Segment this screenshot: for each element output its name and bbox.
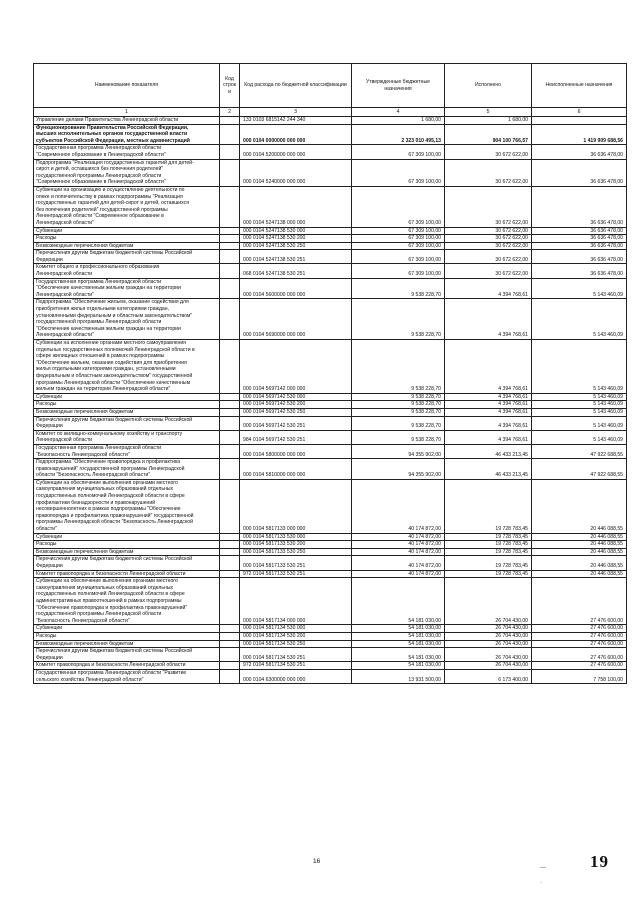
row-unexecuted-cell: 27 476 600,00 xyxy=(532,648,627,662)
row-executed-cell: 4 394 768,61 xyxy=(445,401,532,409)
table-row xyxy=(34,227,627,235)
row-approved-cell: 40 174 872,00 xyxy=(352,556,445,570)
table-row xyxy=(34,578,627,625)
row-approved-cell: 94 355 902,00 xyxy=(352,459,445,480)
row-unexecuted-cell: 27 476 600,00 xyxy=(532,662,627,670)
row-budget-code-cell: 000 0104 6300000 000 000 xyxy=(240,669,352,683)
table-row xyxy=(34,401,627,409)
row-budget-code-cell: 000 0104 5817133 530 200 xyxy=(240,541,352,549)
row-budget-code-cell: 000 0104 5690000 000 000 xyxy=(240,299,352,340)
row-executed-cell: 1 680,00 xyxy=(445,117,532,125)
row-executed-cell: 30 672 622,00 xyxy=(445,250,532,264)
table-row xyxy=(34,278,627,299)
row-executed-cell: 30 672 622,00 xyxy=(445,186,532,227)
table-header-row xyxy=(34,64,627,108)
row-executed-cell: 30 672 622,00 xyxy=(445,235,532,243)
row-name-cell: Комитет общего и профессионального образования Ленинградской области xyxy=(34,264,220,278)
table-row xyxy=(34,570,627,578)
row-budget-code-cell: 000 0104 5240000 000 000 xyxy=(240,159,352,186)
row-unexecuted-cell: 47 922 688,55 xyxy=(532,444,627,458)
table-row xyxy=(34,556,627,570)
row-line-code-cell xyxy=(220,250,240,264)
row-line-code-cell xyxy=(220,640,240,648)
row-unexecuted-cell: 20 446 088,55 xyxy=(532,548,627,556)
row-budget-code-cell: 972 0104 5817134 530 251 xyxy=(240,662,352,670)
row-name-cell: Государственная программа Ленинградской области "Развитие сельского хозяйства Ленинградской области" xyxy=(34,669,220,683)
row-line-code-cell xyxy=(220,459,240,480)
table-body xyxy=(34,117,627,684)
row-name-cell: Перечисления другим бюджетам бюджетной системы Российской Федерации xyxy=(34,556,220,570)
row-unexecuted-cell: 20 446 088,55 xyxy=(532,541,627,549)
row-budget-code-cell: 000 0104 5817133 530 251 xyxy=(240,556,352,570)
row-unexecuted-cell: 27 476 600,00 xyxy=(532,640,627,648)
scan-mark: — xyxy=(540,865,546,871)
table-row xyxy=(34,393,627,401)
row-line-code-cell xyxy=(220,340,240,394)
row-line-code-cell xyxy=(220,648,240,662)
row-name-cell: Субвенции на организацию и осуществление деятельности по опеке и попечительству в рамках подпрограммы "Реализация государственных гарантий для детей-сирот и детей, оставшихся без попечения родителей" государственной программы Ленинградской области "Современное образование в Ленинградской области" xyxy=(34,186,220,227)
row-approved-cell: 9 538 228,70 xyxy=(352,408,445,416)
row-line-code-cell xyxy=(220,124,240,145)
row-approved-cell: 67 309 100,00 xyxy=(352,227,445,235)
row-name-cell: Субвенции на обеспечение выполнения органами местного самоуправления муниципальных образований отдельных государственных полномочий Ленинградской области в сфере административных правоотношений в рамках подпрограммы "Обеспечение правопорядка и профилактика правонарушений" государственной программы Ленинградской области "Безопасность Ленинградской области" xyxy=(34,578,220,625)
header-unexecuted: Неисполненные назначения xyxy=(532,64,627,108)
column-number: 1 xyxy=(34,108,220,117)
row-name-cell: Расходы xyxy=(34,632,220,640)
row-line-code-cell xyxy=(220,117,240,125)
row-unexecuted-cell: 27 476 600,00 xyxy=(532,578,627,625)
table-row xyxy=(34,662,627,670)
table-row xyxy=(34,299,627,340)
table-row xyxy=(34,533,627,541)
row-line-code-cell xyxy=(220,625,240,633)
row-executed-cell: 4 394 768,61 xyxy=(445,416,532,430)
row-approved-cell: 67 309 100,00 xyxy=(352,235,445,243)
row-line-code-cell xyxy=(220,548,240,556)
row-approved-cell: 40 174 872,00 xyxy=(352,570,445,578)
row-unexecuted-cell: 20 446 088,55 xyxy=(532,533,627,541)
row-budget-code-cell: 000 0104 5817134 530 251 xyxy=(240,648,352,662)
row-line-code-cell xyxy=(220,632,240,640)
row-approved-cell: 54 181 030,00 xyxy=(352,625,445,633)
row-budget-code-cell: 000 0104 5697142 530 000 xyxy=(240,393,352,401)
row-budget-code-cell: 000 0104 5817134 000 000 xyxy=(240,578,352,625)
row-budget-code-cell: 000 0104 5697142 530 250 xyxy=(240,408,352,416)
row-budget-code-cell: 000 0104 5817133 530 000 xyxy=(240,533,352,541)
column-number: 6 xyxy=(532,108,627,117)
row-unexecuted-cell xyxy=(532,117,627,125)
row-name-cell: Безвозмездные перечисления бюджетам xyxy=(34,640,220,648)
row-name-cell: Государственная программа Ленинградской области "Современное образование в Ленинградской области" xyxy=(34,145,220,159)
row-name-cell: Комитет правопорядка и безопасности Ленинградской области xyxy=(34,662,220,670)
row-name-cell: Субвенции xyxy=(34,625,220,633)
row-unexecuted-cell: 5 143 460,09 xyxy=(532,393,627,401)
row-name-cell: Государственная программа Ленинградской области "Обеспечение качественным жильем граждан на территории Ленинградской области" xyxy=(34,278,220,299)
row-name-cell: Государственная программа Ленинградской области "Безопасность Ленинградской области" xyxy=(34,444,220,458)
row-line-code-cell xyxy=(220,242,240,250)
row-line-code-cell xyxy=(220,669,240,683)
row-approved-cell: 9 538 228,70 xyxy=(352,340,445,394)
table-row xyxy=(34,459,627,480)
row-approved-cell: 9 538 228,70 xyxy=(352,401,445,409)
row-line-code-cell xyxy=(220,264,240,278)
row-line-code-cell xyxy=(220,533,240,541)
row-budget-code-cell: 000 0104 5247138 530 250 xyxy=(240,242,352,250)
row-unexecuted-cell: 36 636 478,00 xyxy=(532,235,627,243)
row-executed-cell: 19 728 783,45 xyxy=(445,570,532,578)
row-executed-cell: 26 704 430,00 xyxy=(445,625,532,633)
table-row xyxy=(34,124,627,145)
row-budget-code-cell: 000 0104 5697142 000 000 xyxy=(240,340,352,394)
row-executed-cell: 30 672 622,00 xyxy=(445,264,532,278)
row-budget-code-cell: 000 0104 5200000 000 000 xyxy=(240,145,352,159)
row-budget-code-cell: 000 0104 5810000 000 000 xyxy=(240,459,352,480)
row-unexecuted-cell: 20 446 088,55 xyxy=(532,556,627,570)
row-budget-code-cell: 000 0104 5600000 000 000 xyxy=(240,278,352,299)
row-budget-code-cell: 000 0104 5247138 530 000 xyxy=(240,227,352,235)
column-number: 5 xyxy=(445,108,532,117)
row-line-code-cell xyxy=(220,416,240,430)
table-row xyxy=(34,625,627,633)
row-approved-cell: 2 323 010 495,13 xyxy=(352,124,445,145)
row-approved-cell: 1 680,00 xyxy=(352,117,445,125)
row-approved-cell: 13 931 500,00 xyxy=(352,669,445,683)
header-line-code: Код строк и xyxy=(220,64,240,108)
row-unexecuted-cell: 36 636 478,00 xyxy=(532,227,627,235)
row-executed-cell: 4 394 768,61 xyxy=(445,278,532,299)
row-name-cell: Перечисления другим бюджетам бюджетной системы Российской Федерации xyxy=(34,250,220,264)
row-line-code-cell xyxy=(220,227,240,235)
table-row xyxy=(34,479,627,533)
row-line-code-cell xyxy=(220,235,240,243)
row-approved-cell: 9 538 228,70 xyxy=(352,416,445,430)
row-executed-cell: 46 433 213,45 xyxy=(445,459,532,480)
row-approved-cell: 67 309 100,00 xyxy=(352,145,445,159)
row-executed-cell: 4 394 768,61 xyxy=(445,393,532,401)
row-approved-cell: 54 181 030,00 xyxy=(352,640,445,648)
table-row xyxy=(34,264,627,278)
budget-report-sheet xyxy=(33,63,626,684)
header-budget-code: Код расхода по бюджетной классификации xyxy=(240,64,352,108)
row-line-code-cell xyxy=(220,570,240,578)
row-approved-cell: 54 181 030,00 xyxy=(352,632,445,640)
row-name-cell: Подпрограмма "Обеспечение правопорядка и профилактика правонарушений" государственной программы Ленинградской области "Безопасность Ленинградской области" xyxy=(34,459,220,480)
row-name-cell: Расходы xyxy=(34,401,220,409)
row-unexecuted-cell: 5 143 460,09 xyxy=(532,340,627,394)
row-unexecuted-cell: 5 143 460,09 xyxy=(532,401,627,409)
row-name-cell: Перечисления другим бюджетам бюджетной системы Российской Федерации xyxy=(34,648,220,662)
table-row xyxy=(34,408,627,416)
table-row xyxy=(34,548,627,556)
table-row xyxy=(34,235,627,243)
row-approved-cell: 94 355 902,00 xyxy=(352,444,445,458)
row-approved-cell: 9 538 228,70 xyxy=(352,278,445,299)
header-approved: Утвержденные бюджетные назначения xyxy=(352,64,445,108)
row-name-cell: Перечисления другим бюджетам бюджетной системы Российской Федерации xyxy=(34,416,220,430)
row-unexecuted-cell: 27 476 600,00 xyxy=(532,625,627,633)
row-executed-cell: 19 728 783,45 xyxy=(445,479,532,533)
row-budget-code-cell: 068 0104 5247138 530 251 xyxy=(240,264,352,278)
row-line-code-cell xyxy=(220,541,240,549)
table-row xyxy=(34,250,627,264)
row-name-cell: Управление делами Правительства Ленинградской области xyxy=(34,117,220,125)
row-name-cell: Расходы xyxy=(34,541,220,549)
row-unexecuted-cell: 20 446 088,55 xyxy=(532,570,627,578)
row-line-code-cell xyxy=(220,430,240,444)
row-executed-cell: 26 704 430,00 xyxy=(445,578,532,625)
table-row xyxy=(34,632,627,640)
row-line-code-cell xyxy=(220,278,240,299)
row-budget-code-cell: 000 0104 5800000 000 000 xyxy=(240,444,352,458)
row-line-code-cell xyxy=(220,186,240,227)
row-executed-cell: 19 728 783,45 xyxy=(445,533,532,541)
row-name-cell: Безвозмездные перечисления бюджетам xyxy=(34,242,220,250)
row-unexecuted-cell: 5 143 460,09 xyxy=(532,416,627,430)
row-executed-cell: 26 704 430,00 xyxy=(445,632,532,640)
row-budget-code-cell: 000 0104 5817133 000 000 xyxy=(240,479,352,533)
row-budget-code-cell: 000 0104 5817134 530 200 xyxy=(240,632,352,640)
table-row xyxy=(34,669,627,683)
row-approved-cell: 67 309 100,00 xyxy=(352,250,445,264)
row-unexecuted-cell: 36 636 478,00 xyxy=(532,250,627,264)
row-unexecuted-cell: 27 476 600,00 xyxy=(532,632,627,640)
column-number: 3 xyxy=(240,108,352,117)
row-unexecuted-cell: 36 636 478,00 xyxy=(532,242,627,250)
row-line-code-cell xyxy=(220,401,240,409)
row-executed-cell: 4 394 768,61 xyxy=(445,408,532,416)
row-approved-cell: 40 174 872,00 xyxy=(352,548,445,556)
row-budget-code-cell: 000 0104 5817134 530 250 xyxy=(240,640,352,648)
row-approved-cell: 67 309 100,00 xyxy=(352,159,445,186)
row-approved-cell: 40 174 872,00 xyxy=(352,541,445,549)
row-name-cell: Субвенции на обеспечение выполнения органами местного самоуправления муниципальных образований отдельных государственных полномочий Ленинградской области в сфере профилактики безнадзорности и правонарушений несовершеннолетних в рамках подпрограммы "Обеспечение правопорядка и профилактика правонарушений" государственной программы Ленинградской области "Безопасность Ленинградской области" xyxy=(34,479,220,533)
row-unexecuted-cell: 36 636 478,00 xyxy=(532,159,627,186)
row-executed-cell: 30 672 622,00 xyxy=(445,242,532,250)
row-name-cell: Субвенции xyxy=(34,533,220,541)
page-number: 16 xyxy=(313,858,321,865)
row-executed-cell: 19 728 783,45 xyxy=(445,556,532,570)
table-row xyxy=(34,541,627,549)
row-budget-code-cell: 000 0104 5697142 530 200 xyxy=(240,401,352,409)
table-row xyxy=(34,444,627,458)
table-row xyxy=(34,430,627,444)
row-approved-cell: 54 181 030,00 xyxy=(352,648,445,662)
row-budget-code-cell: 000 0104 5817134 530 000 xyxy=(240,625,352,633)
row-name-cell: Расходы xyxy=(34,235,220,243)
row-line-code-cell xyxy=(220,662,240,670)
row-executed-cell: 4 394 768,61 xyxy=(445,340,532,394)
table-row xyxy=(34,340,627,394)
row-executed-cell: 26 704 430,00 xyxy=(445,662,532,670)
row-unexecuted-cell: 5 143 460,09 xyxy=(532,408,627,416)
row-unexecuted-cell: 20 446 088,55 xyxy=(532,479,627,533)
header-name: Наименование показателя xyxy=(34,64,220,108)
row-line-code-cell xyxy=(220,444,240,458)
scan-mark: · xyxy=(540,880,542,886)
row-unexecuted-cell: 47 922 688,55 xyxy=(532,459,627,480)
row-line-code-cell xyxy=(220,299,240,340)
row-approved-cell: 9 538 228,70 xyxy=(352,393,445,401)
row-line-code-cell xyxy=(220,159,240,186)
table-row xyxy=(34,416,627,430)
row-line-code-cell xyxy=(220,145,240,159)
header-executed: Исполнено xyxy=(445,64,532,108)
row-name-cell: Подпрограмма "Обеспечение жильем, оказание содействия для приобретения жилья отдельными категориями граждан, установленными федеральным и областным законодательством" государственной программы Ленинградской области "Обеспечение качественным жильем граждан на территории Ленинградской области" xyxy=(34,299,220,340)
row-executed-cell: 19 728 783,45 xyxy=(445,541,532,549)
row-unexecuted-cell: 1 419 909 688,56 xyxy=(532,124,627,145)
row-budget-code-cell: 000 0104 5247138 000 000 xyxy=(240,186,352,227)
table-row xyxy=(34,117,627,125)
row-name-cell: Комитет по жилищно-коммунальному хозяйству и транспорту Ленинградской области xyxy=(34,430,220,444)
row-unexecuted-cell: 5 143 460,09 xyxy=(532,278,627,299)
row-budget-code-cell: 000 0104 5817133 530 250 xyxy=(240,548,352,556)
row-name-cell: Безвозмездные перечисления бюджетам xyxy=(34,548,220,556)
row-executed-cell: 30 672 622,00 xyxy=(445,227,532,235)
row-budget-code-cell: 000 0104 5247138 530 200 xyxy=(240,235,352,243)
row-line-code-cell xyxy=(220,479,240,533)
row-executed-cell: 19 728 783,45 xyxy=(445,548,532,556)
row-line-code-cell xyxy=(220,556,240,570)
column-number-row xyxy=(34,108,627,117)
budget-execution-table xyxy=(33,63,627,684)
row-line-code-cell xyxy=(220,578,240,625)
table-row xyxy=(34,186,627,227)
row-budget-code-cell: 000 0104 5247138 530 251 xyxy=(240,250,352,264)
row-approved-cell: 67 309 100,00 xyxy=(352,264,445,278)
table-row xyxy=(34,159,627,186)
table-row xyxy=(34,242,627,250)
row-executed-cell: 904 100 766,57 xyxy=(445,124,532,145)
row-executed-cell: 26 704 430,00 xyxy=(445,640,532,648)
row-approved-cell: 9 538 228,70 xyxy=(352,299,445,340)
row-executed-cell: 4 394 768,61 xyxy=(445,299,532,340)
row-approved-cell: 67 309 100,00 xyxy=(352,186,445,227)
row-unexecuted-cell: 36 636 478,00 xyxy=(532,145,627,159)
row-executed-cell: 6 173 400,00 xyxy=(445,669,532,683)
row-executed-cell: 46 433 213,45 xyxy=(445,444,532,458)
row-budget-code-cell: 972 0104 5817133 530 251 xyxy=(240,570,352,578)
row-unexecuted-cell: 7 758 100,00 xyxy=(532,669,627,683)
table-row xyxy=(34,145,627,159)
row-name-cell: Субвенции xyxy=(34,393,220,401)
row-budget-code-cell: 133 0103 6815142 244 340 xyxy=(240,117,352,125)
table-row xyxy=(34,648,627,662)
row-executed-cell: 26 704 430,00 xyxy=(445,648,532,662)
row-approved-cell: 54 181 030,00 xyxy=(352,578,445,625)
row-executed-cell: 30 672 622,00 xyxy=(445,145,532,159)
column-number: 4 xyxy=(352,108,445,117)
row-budget-code-cell: 000 0104 0000000 000 000 xyxy=(240,124,352,145)
row-approved-cell: 67 309 100,00 xyxy=(352,242,445,250)
table-row xyxy=(34,640,627,648)
row-unexecuted-cell: 36 636 478,00 xyxy=(532,186,627,227)
row-name-cell: Субвенции на исполнение органами местного самоуправления отдельных государственных полномочий Ленинградской области в сфере жилищных отношений в рамках подпрограммы "Обеспечение жильем, оказание содействия для приобретения жилья отдельными категориями граждан, установленными федеральным и областным законодательством" государственной программы Ленинградской области "Обеспечение качественным жильем граждан на территории Ленинградской области" xyxy=(34,340,220,394)
row-approved-cell: 54 181 030,00 xyxy=(352,662,445,670)
row-budget-code-cell: 000 0104 5697142 530 251 xyxy=(240,416,352,430)
row-line-code-cell xyxy=(220,393,240,401)
row-name-cell: Подпрограмма "Реализация государственных гарантий для детей- сирот и детей, оставшихся без попечения родителей" государственной программы Ленинградской области "Современное образование в Ленинградской области" xyxy=(34,159,220,186)
row-line-code-cell xyxy=(220,408,240,416)
column-number: 2 xyxy=(220,108,240,117)
row-approved-cell: 9 538 228,70 xyxy=(352,430,445,444)
row-executed-cell: 30 672 622,00 xyxy=(445,159,532,186)
row-name-cell: Безвозмездные перечисления бюджетам xyxy=(34,408,220,416)
row-unexecuted-cell: 5 143 460,09 xyxy=(532,299,627,340)
row-executed-cell: 4 394 768,61 xyxy=(445,430,532,444)
handwritten-page-number: 19 xyxy=(590,852,609,871)
row-approved-cell: 40 174 872,00 xyxy=(352,479,445,533)
row-unexecuted-cell: 36 636 478,00 xyxy=(532,264,627,278)
row-approved-cell: 40 174 872,00 xyxy=(352,533,445,541)
row-name-cell: Функционирование Правительства Российской Федерации, высших исполнительных органов государственной власти субъектов Российской Федерации, местных администраций xyxy=(34,124,220,145)
row-name-cell: Комитет правопорядка и безопасности Ленинградской области xyxy=(34,570,220,578)
row-budget-code-cell: 984 0104 5697142 530 251 xyxy=(240,430,352,444)
row-name-cell: Субвенции xyxy=(34,227,220,235)
row-unexecuted-cell: 5 143 460,09 xyxy=(532,430,627,444)
